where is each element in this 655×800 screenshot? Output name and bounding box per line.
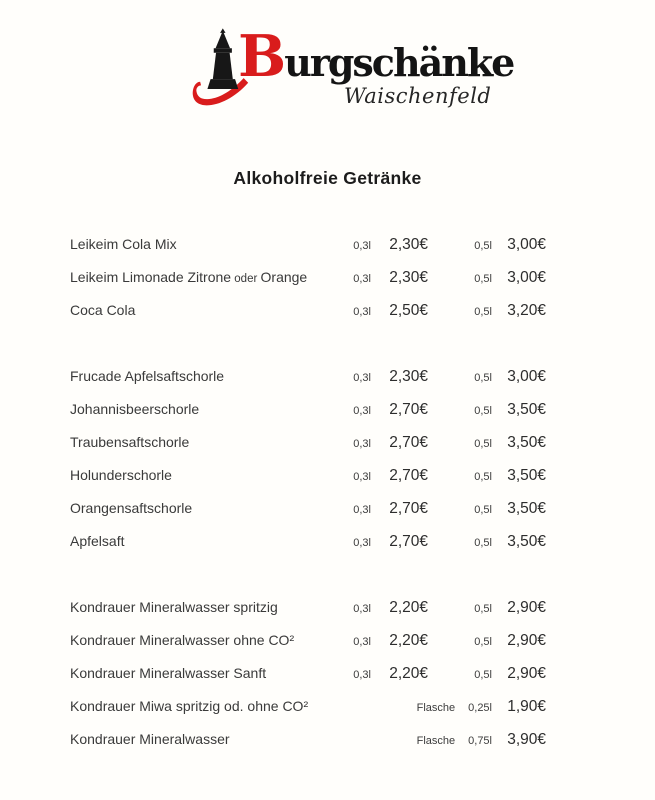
item-name: Frucade Apfelsaftschorle bbox=[70, 368, 225, 384]
item-name: Leikeim Cola Mix bbox=[70, 236, 177, 252]
item-size-2: 0,5l bbox=[474, 438, 492, 450]
item-size-1: 0,3l bbox=[353, 306, 371, 318]
item-size-2: 0,5l bbox=[474, 603, 492, 615]
item-price-2: 2,90€ bbox=[507, 665, 546, 682]
item-size-1: 0,3l bbox=[353, 273, 371, 285]
menu-item-row bbox=[70, 360, 546, 393]
item-name: Kondrauer Miwa spritzig od. ohne CO² bbox=[70, 698, 309, 714]
item-price-bottle: 1,90€ bbox=[507, 698, 546, 715]
menu-item-row bbox=[70, 393, 546, 426]
item-price-2: 3,00€ bbox=[507, 269, 546, 286]
item-size-2: 0,5l bbox=[474, 669, 492, 681]
item-name: Holunderschorle bbox=[70, 467, 172, 483]
item-name: Leikeim Limonade Zitrone oder Orange bbox=[70, 269, 308, 285]
item-name: Kondrauer Mineralwasser ohne CO² bbox=[70, 632, 295, 648]
item-name: Johannisbeerschorle bbox=[70, 401, 200, 417]
item-size-2: 0,5l bbox=[474, 405, 492, 417]
menu-item-row bbox=[70, 525, 546, 558]
menu-item-row bbox=[70, 228, 546, 261]
brand-wordmark bbox=[238, 23, 514, 90]
item-size-2: 0,5l bbox=[474, 471, 492, 483]
menu-item-row bbox=[70, 261, 546, 294]
brand-initial: B bbox=[238, 23, 285, 90]
item-name: Coca Cola bbox=[70, 302, 136, 318]
menu-group-2 bbox=[70, 360, 546, 558]
item-price-1: 2,70€ bbox=[389, 467, 428, 484]
menu-item-row bbox=[70, 492, 546, 525]
menu-item-row bbox=[70, 426, 546, 459]
item-size-1: 0,3l bbox=[353, 471, 371, 483]
item-price-1: 2,70€ bbox=[389, 401, 428, 418]
item-name: Kondrauer Mineralwasser bbox=[70, 731, 230, 747]
menu-group-1 bbox=[70, 228, 546, 327]
brand-subtitle: Waischenfeld bbox=[344, 84, 492, 108]
item-size-1: 0,3l bbox=[353, 636, 371, 648]
item-price-2: 3,50€ bbox=[507, 434, 546, 451]
item-size-2: 0,5l bbox=[474, 636, 492, 648]
bottle-label-size bbox=[325, 702, 492, 714]
item-name: Orangensaftschorle bbox=[70, 500, 193, 516]
item-price-2: 3,00€ bbox=[507, 368, 546, 385]
menu-group-3 bbox=[70, 591, 546, 756]
bottle-label: Flasche bbox=[416, 735, 456, 747]
item-size-1: 0,3l bbox=[353, 438, 371, 450]
bottle-volume: 0,25l bbox=[468, 702, 492, 714]
brand-rest: urgschänke bbox=[284, 40, 514, 85]
item-name: Apfelsaft bbox=[70, 533, 125, 549]
item-price-1: 2,20€ bbox=[389, 632, 428, 649]
item-price-2: 2,90€ bbox=[507, 599, 546, 616]
item-price-1: 2,30€ bbox=[389, 236, 428, 253]
item-price-2: 3,50€ bbox=[507, 500, 546, 517]
item-price-2: 3,00€ bbox=[507, 236, 546, 253]
item-name: Kondrauer Mineralwasser Sanft bbox=[70, 665, 267, 681]
item-size-1: 0,3l bbox=[353, 504, 371, 516]
item-size-1: 0,3l bbox=[353, 372, 371, 384]
item-size-2: 0,5l bbox=[474, 306, 492, 318]
item-name-connector: oder bbox=[231, 273, 261, 285]
bottle-volume: 0,75l bbox=[468, 735, 492, 747]
menu-item-row bbox=[70, 624, 546, 657]
menu-item-row bbox=[70, 591, 546, 624]
menu-item-row bbox=[70, 294, 546, 327]
item-size-1: 0,3l bbox=[353, 603, 371, 615]
item-size-2: 0,5l bbox=[474, 504, 492, 516]
item-price-1: 2,20€ bbox=[389, 599, 428, 616]
item-price-1: 2,20€ bbox=[389, 665, 428, 682]
item-price-1: 2,50€ bbox=[389, 302, 428, 319]
item-price-2: 3,50€ bbox=[507, 467, 546, 484]
item-size-1: 0,3l bbox=[353, 405, 371, 417]
menu-item-row bbox=[70, 690, 546, 723]
item-size-2: 0,5l bbox=[474, 240, 492, 252]
item-price-1: 2,30€ bbox=[389, 269, 428, 286]
item-name: Traubensaftschorle bbox=[70, 434, 190, 450]
item-name: Kondrauer Mineralwasser spritzig bbox=[70, 599, 278, 615]
item-price-2: 3,50€ bbox=[507, 401, 546, 418]
logo bbox=[192, 23, 514, 120]
menu-item-row bbox=[70, 657, 546, 690]
item-price-1: 2,30€ bbox=[389, 368, 428, 385]
item-size-2: 0,5l bbox=[474, 372, 492, 384]
item-size-1: 0,3l bbox=[353, 669, 371, 681]
item-price-1: 2,70€ bbox=[389, 533, 428, 550]
item-size-2: 0,5l bbox=[474, 537, 492, 549]
item-price-2: 3,50€ bbox=[507, 533, 546, 550]
item-price-1: 2,70€ bbox=[389, 434, 428, 451]
item-size-1: 0,3l bbox=[353, 537, 371, 549]
menu-item-row bbox=[70, 723, 546, 756]
bottle-label: Flasche bbox=[416, 702, 456, 714]
item-size-1: 0,3l bbox=[353, 240, 371, 252]
item-price-2: 3,20€ bbox=[507, 302, 546, 319]
item-size-2: 0,5l bbox=[474, 273, 492, 285]
bottle-label-size bbox=[325, 735, 492, 747]
menu-item-row bbox=[70, 459, 546, 492]
menu bbox=[70, 228, 546, 789]
item-price-2: 2,90€ bbox=[507, 632, 546, 649]
item-price-bottle: 3,90€ bbox=[507, 731, 546, 748]
page-title: Alkoholfreie Getränke bbox=[233, 168, 422, 188]
item-price-1: 2,70€ bbox=[389, 500, 428, 517]
